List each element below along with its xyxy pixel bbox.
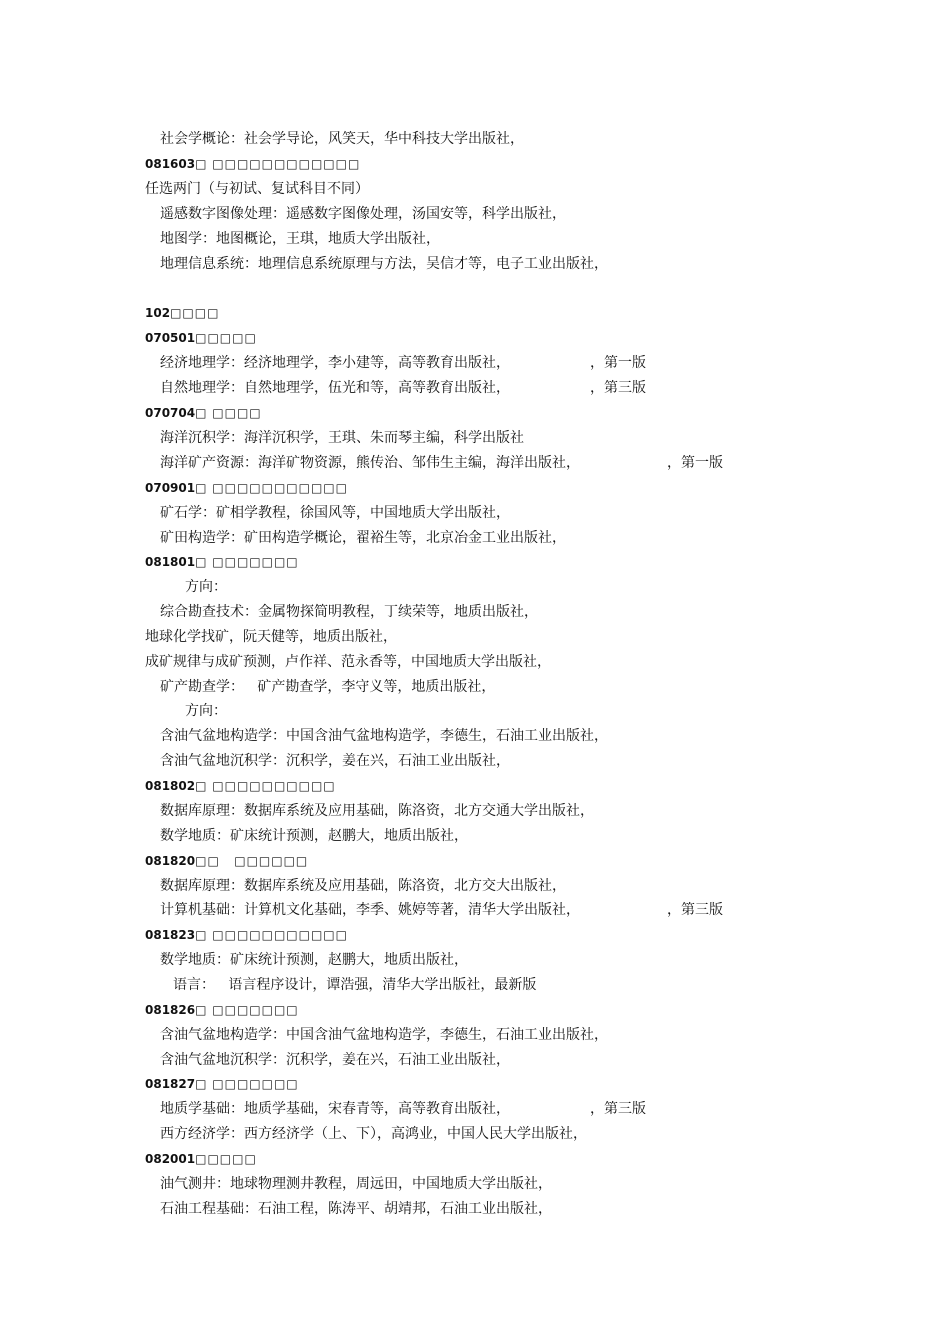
section-code-line xyxy=(145,999,910,1021)
line-text: 任选两门（与初试、复试科目不同） xyxy=(145,181,369,197)
section-code: 081802 xyxy=(145,779,196,793)
section-code: 082001 xyxy=(145,1152,196,1166)
section-name: □ □□□□□□□□□□ xyxy=(195,779,336,793)
line-text: 油气测井：地球物理测井教程，周远田，中国地质大学出版社， xyxy=(160,1176,552,1192)
section-code: 081826 xyxy=(145,1003,196,1017)
section-code-line xyxy=(145,302,910,324)
text-line xyxy=(145,203,910,225)
text-line xyxy=(145,899,910,921)
section-code: 070501 xyxy=(145,331,196,345)
section-name: □ □□□□□□□ xyxy=(195,1077,299,1091)
line-text: 地图学：地图概论，王琪，地质大学出版社， xyxy=(160,231,440,247)
line-text: 数学地质：矿床统计预测，赵鹏大，地质出版社， xyxy=(160,952,468,968)
text-line xyxy=(145,128,910,150)
section-name: □ □□□□□□□□□□□ xyxy=(195,481,348,495)
edition-note: ，第三版 xyxy=(667,902,723,918)
section-code: 102 xyxy=(145,306,171,320)
line-text: 综合勘查技术：金属物探简明教程，丁续荣等，地质出版社， xyxy=(160,604,538,620)
line-text: 含油气盆地构造学：中国含油气盆地构造学，李德生，石油工业出版社， xyxy=(160,728,608,744)
text-line xyxy=(145,800,910,822)
line-text: 数据库原理：数据库系统及应用基础，陈洛资，北方交大出版社， xyxy=(160,878,566,894)
section-code-line xyxy=(145,477,910,499)
line-text: 成矿规律与成矿预测，卢作祥、范永香等，中国地质大学出版社， xyxy=(145,654,551,670)
text-line xyxy=(145,1198,910,1220)
section-code-line xyxy=(145,850,910,872)
line-text: 地质学基础：地质学基础，宋春青等，高等教育出版社， xyxy=(160,1101,510,1117)
text-line xyxy=(145,427,910,449)
text-line xyxy=(145,377,910,399)
section-code-line xyxy=(145,402,910,424)
text-line xyxy=(145,576,910,598)
line-text: 含油气盆地构造学：中国含油气盆地构造学，李德生，石油工业出版社， xyxy=(160,1027,608,1043)
line-text: 地理信息系统：地理信息系统原理与方法，吴信才等，电子工业出版社， xyxy=(160,256,608,272)
section-code: 081603 xyxy=(145,157,196,171)
section-code: 081823 xyxy=(145,928,196,942)
section-code-line xyxy=(145,551,910,573)
section-code-line xyxy=(145,327,910,349)
line-text: 矿产勘查学： 矿产勘查学，李守义等，地质出版社， xyxy=(160,679,496,695)
section-code: 070901 xyxy=(145,481,196,495)
text-line xyxy=(145,601,910,623)
section-name: □ □□□□ xyxy=(195,406,262,420)
text-line xyxy=(145,1049,910,1071)
text-line xyxy=(145,875,910,897)
text-line xyxy=(145,949,910,971)
section-name: □□□□□ xyxy=(195,331,257,345)
line-text: 遥感数字图像处理：遥感数字图像处理，汤国安等，科学出版社， xyxy=(160,206,566,222)
section-name: □ □□□□□□□ xyxy=(195,555,299,569)
line-text: 经济地理学：经济地理学，李小建等，高等教育出版社， xyxy=(160,355,510,371)
line-text: 含油气盆地沉积学：沉积学，姜在兴，石油工业出版社， xyxy=(160,753,510,769)
text-line xyxy=(145,253,910,275)
edition-note: ，第三版 xyxy=(590,1101,646,1117)
section-code-line xyxy=(145,1148,910,1170)
section-name: □ □□□□□□□□□□□□ xyxy=(195,157,361,171)
text-line xyxy=(145,1024,910,1046)
line-text: 海洋矿产资源：海洋矿物资源，熊传治、邹伟生主编，海洋出版社， xyxy=(160,455,580,471)
text-line xyxy=(145,502,910,524)
line-text: 海洋沉积学：海洋沉积学，王琪、朱而琴主编，科学出版社 xyxy=(160,430,524,446)
line-text: 含油气盆地沉积学：沉积学，姜在兴，石油工业出版社， xyxy=(160,1052,510,1068)
text-line xyxy=(145,651,910,673)
line-text: 方向： xyxy=(185,579,227,595)
text-line xyxy=(145,452,910,474)
line-text: 社会学概论：社会学导论，风笑天，华中科技大学出版社， xyxy=(160,131,524,147)
section-code: 081820 xyxy=(145,854,196,868)
section-code: 081801 xyxy=(145,555,196,569)
section-name: □ □□□□□□□□□□□ xyxy=(195,928,348,942)
text-line xyxy=(145,750,910,772)
edition-note: ，第三版 xyxy=(590,380,646,396)
text-line xyxy=(145,228,910,250)
text-line xyxy=(145,527,910,549)
section-code-line xyxy=(145,153,910,175)
line-text: 地球化学找矿，阮天健等，地质出版社， xyxy=(145,629,397,645)
section-name: □ □□□□□□□ xyxy=(195,1003,299,1017)
text-line xyxy=(145,676,910,698)
line-text: 方向： xyxy=(185,703,227,719)
line-text: 数据库原理：数据库系统及应用基础，陈洛资，北方交通大学出版社， xyxy=(160,803,594,819)
text-line xyxy=(145,1098,910,1120)
line-text: 西方经济学：西方经济学（上、下），高鸿业，中国人民大学出版社， xyxy=(160,1126,587,1142)
text-line xyxy=(145,825,910,847)
line-text: 计算机基础：计算机文化基础，李季、姚婷等著，清华大学出版社， xyxy=(160,902,580,918)
section-name: □□□□□ xyxy=(195,1152,257,1166)
section-code: 081827 xyxy=(145,1077,196,1091)
edition-note: ，第一版 xyxy=(667,455,723,471)
text-line xyxy=(145,725,910,747)
line-text: 语言： 语言程序设计，谭浩强，清华大学出版社，最新版 xyxy=(173,977,537,993)
section-name: □□□□ xyxy=(170,306,220,320)
edition-note: ，第一版 xyxy=(590,355,646,371)
section-code-line xyxy=(145,924,910,946)
text-line xyxy=(145,700,910,722)
line-text: 矿田构造学：矿田构造学概论，翟裕生等，北京冶金工业出版社， xyxy=(160,530,566,546)
text-line xyxy=(145,352,910,374)
text-line xyxy=(145,1173,910,1195)
text-line xyxy=(145,626,910,648)
text-line xyxy=(145,178,910,200)
line-text: 自然地理学：自然地理学，伍光和等，高等教育出版社， xyxy=(160,380,510,396)
section-name: □□ □□□□□□ xyxy=(195,854,309,868)
section-code-line xyxy=(145,1073,910,1095)
section-code: 070704 xyxy=(145,406,196,420)
text-line xyxy=(145,974,910,996)
section-code-line xyxy=(145,775,910,797)
line-text: 数学地质：矿床统计预测，赵鹏大，地质出版社， xyxy=(160,828,468,844)
text-line xyxy=(145,1123,910,1145)
line-text: 矿石学：矿相学教程，徐国风等，中国地质大学出版社， xyxy=(160,505,510,521)
line-text: 石油工程基础：石油工程，陈涛平、胡靖邦，石油工业出版社， xyxy=(160,1201,552,1217)
